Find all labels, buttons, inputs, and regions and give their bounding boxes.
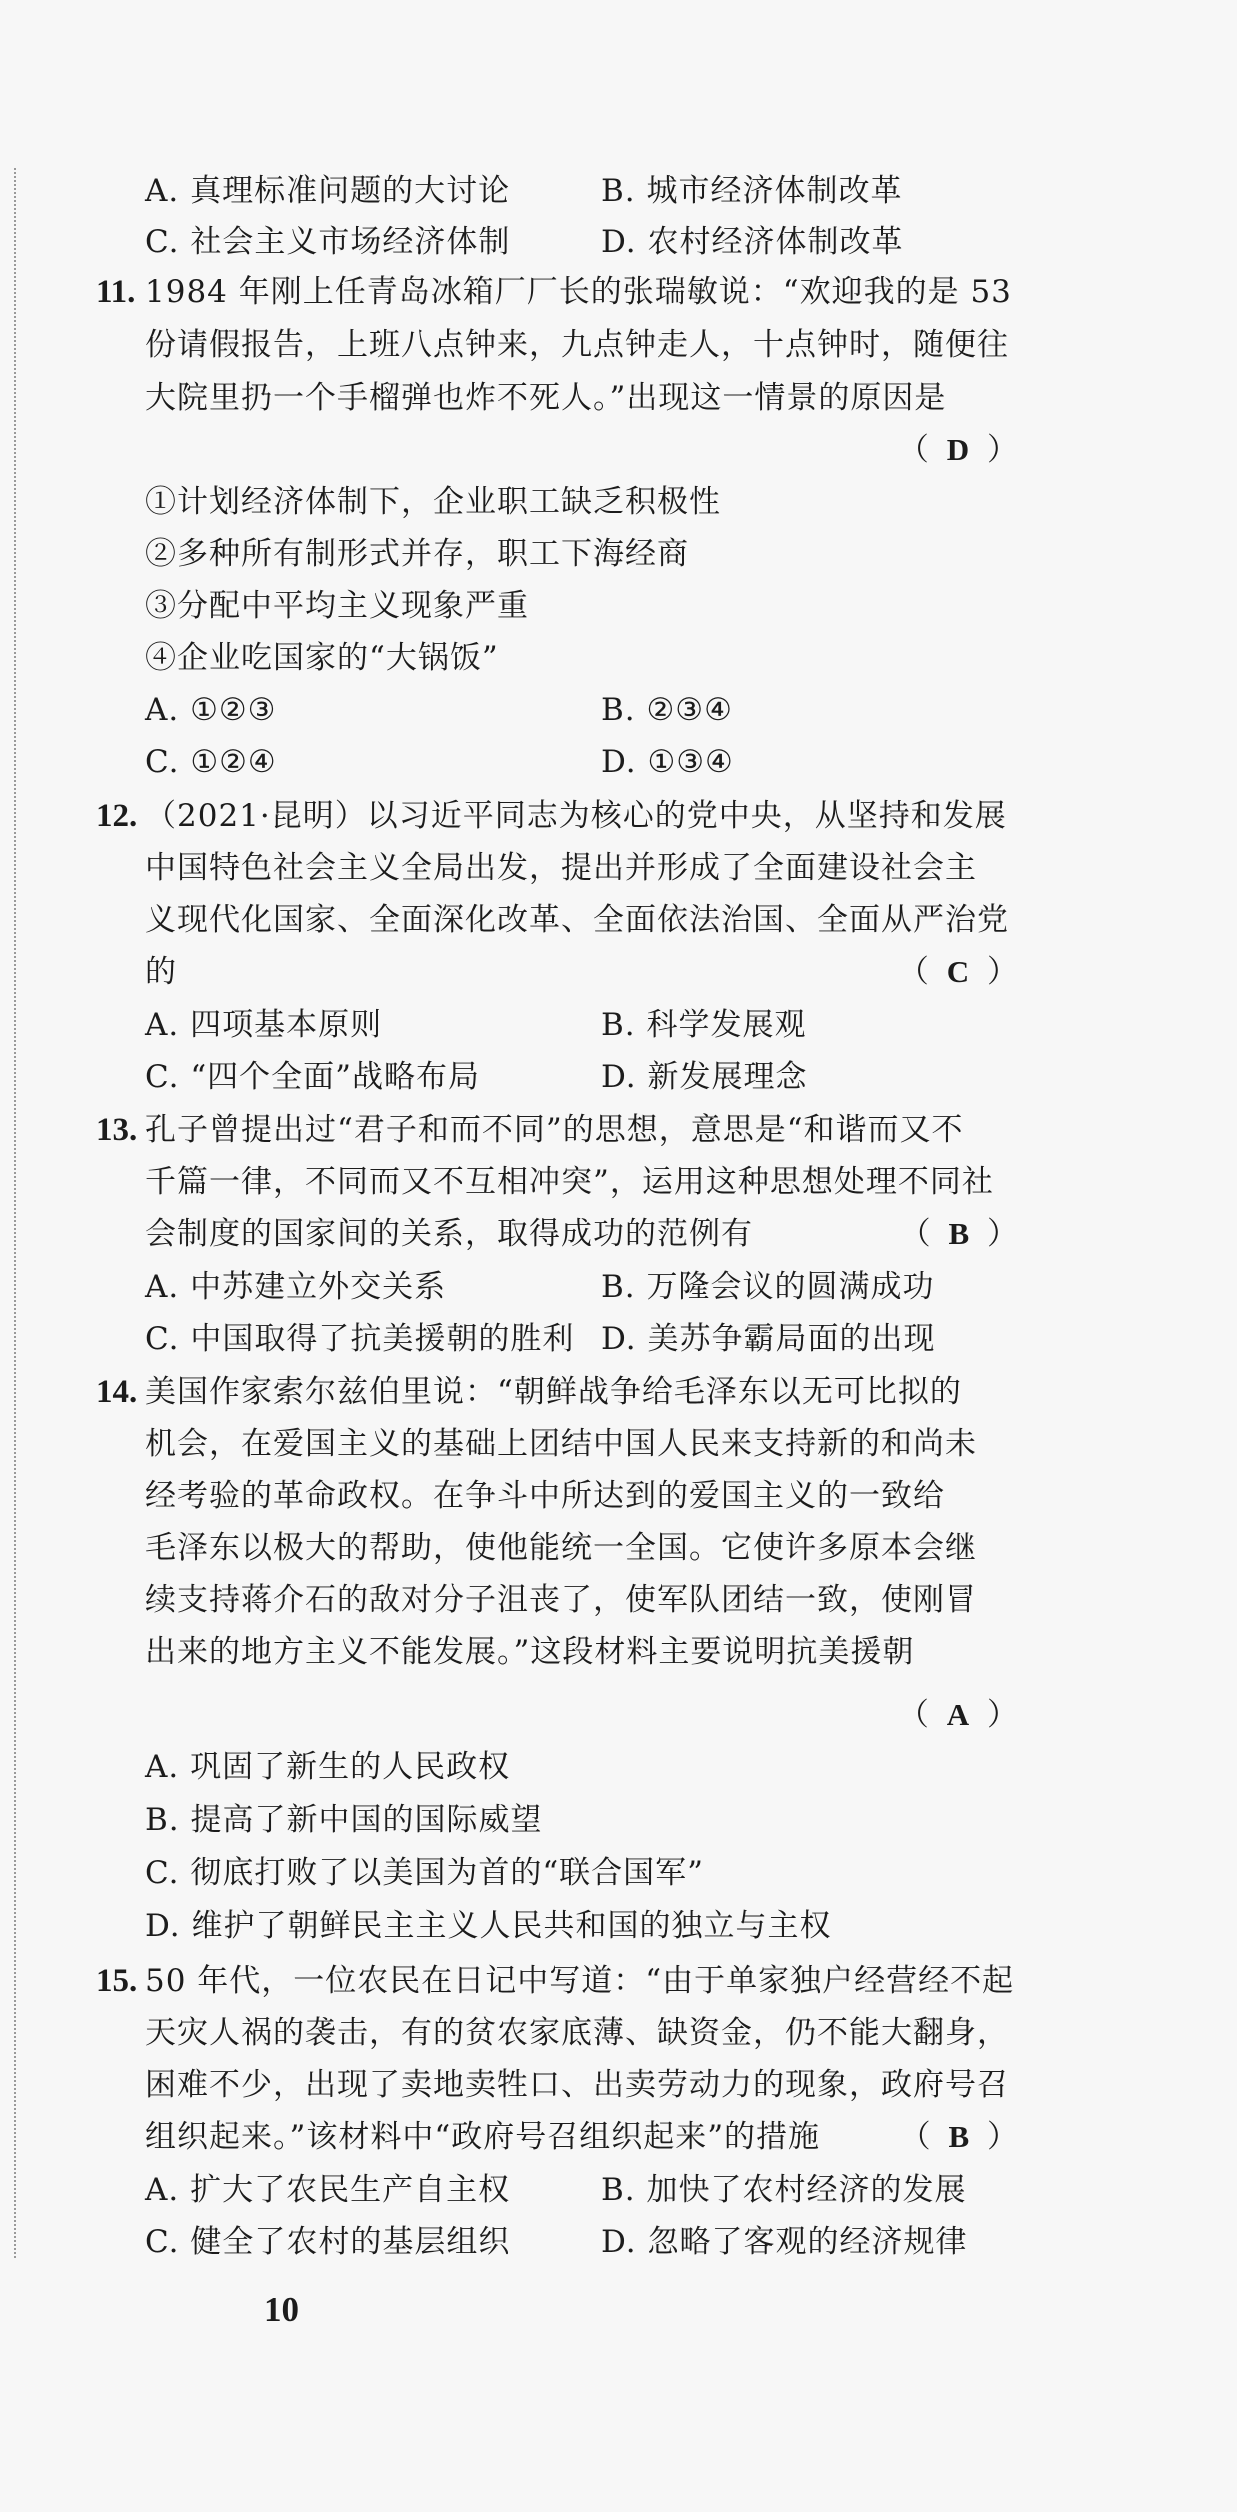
q12-option-b: B. 科学发展观: [601, 1007, 807, 1043]
q14-text-line: 美国作家索尔兹伯里说：“朝鲜战争给毛泽东以无可比拟的: [145, 1374, 962, 1410]
q12-answer: （ C ）: [897, 954, 1022, 990]
q14-text-line: 经考验的革命政权。在争斗中所达到的爱国主义的一致给: [145, 1478, 945, 1514]
q14-answer: （ A ）: [897, 1697, 1022, 1733]
q10-option-b: B. 城市经济体制改革: [601, 173, 903, 209]
q15-text-line: 50 年代，一位农民在日记中写道：“由于单家独户经营经不起: [145, 1963, 1015, 1999]
q13-text-line: 会制度的国家间的关系，取得成功的范例有: [145, 1216, 753, 1252]
binding-dotted-line: [14, 168, 16, 2258]
q12-text-line: （2021·昆明）以习近平同志为核心的党中央，从坚持和发展: [145, 798, 1007, 834]
q15-answer-letter: B: [948, 2119, 974, 2154]
q13-answer: （ B ）: [899, 1216, 1022, 1252]
q12-text-line: 的: [145, 954, 177, 990]
q13-option-a: A. 中苏建立外交关系: [145, 1269, 447, 1305]
q15-text-line: 组织起来。”该材料中“政府号召组织起来”的措施: [145, 2119, 821, 2155]
q11-text-line: 份请假报告，上班八点钟来，九点钟走人，十点钟时，随便往: [145, 327, 1009, 363]
q11-statement: ①计划经济体制下，企业职工缺乏积极性: [145, 484, 721, 520]
q14-text-line: 毛泽东以极大的帮助，使他能统一全国。它使许多原本会继: [145, 1530, 977, 1566]
q12-option-c: C. “四个全面”战略布局: [145, 1059, 481, 1095]
q14-option-c: C. 彻底打败了以美国为首的“联合国军”: [145, 1855, 705, 1891]
q12-answer-letter: C: [946, 954, 974, 989]
q11-number: 11.: [96, 274, 136, 310]
q14-text-line: 续支持蒋介石的敌对分子沮丧了，使军队团结一致，使刚冒: [145, 1582, 977, 1618]
q12-option-d: D. 新发展理念: [601, 1059, 808, 1095]
q12-text-line: 中国特色社会主义全局出发，提出并形成了全面建设社会主: [145, 850, 977, 886]
q14-answer-letter: A: [946, 1697, 974, 1732]
q14-text-line: 机会，在爱国主义的基础上团结中国人民来支持新的和尚未: [145, 1426, 977, 1462]
q10-option-a: A. 真理标准问题的大讨论: [145, 173, 511, 209]
q15-number: 15.: [96, 1963, 138, 1999]
q11-statement: ②多种所有制形式并存，职工下海经商: [145, 536, 689, 572]
q15-answer: （ B ）: [899, 2119, 1022, 2155]
q11-option-c: C. ①②④: [145, 744, 277, 780]
q11-text-line: 大院里扔一个手榴弹也炸不死人。”出现这一情景的原因是: [145, 380, 947, 416]
q15-option-c: C. 健全了农村的基层组织: [145, 2224, 511, 2260]
q15-option-a: A. 扩大了农民生产自主权: [145, 2172, 511, 2208]
q11-answer: （ D ）: [897, 432, 1022, 468]
q11-text-line: 1984 年刚上任青岛冰箱厂厂长的张瑞敏说：“欢迎我的是 53: [145, 274, 1012, 310]
q14-option-a: A. 巩固了新生的人民政权: [145, 1749, 511, 1785]
q12-option-a: A. 四项基本原则: [145, 1007, 383, 1043]
q12-number: 12.: [96, 798, 138, 834]
q11-statement: ③分配中平均主义现象严重: [145, 588, 529, 624]
q13-text-line: 千篇一律，不同而又不互相冲突”，运用这种思想处理不同社: [145, 1164, 994, 1200]
q11-option-d: D. ①③④: [601, 744, 734, 780]
q15-text-line: 天灾人祸的袭击，有的贫农家底薄、缺资金，仍不能大翻身，: [145, 2015, 1009, 2051]
q13-option-c: C. 中国取得了抗美援朝的胜利: [145, 1321, 575, 1357]
q11-option-a: A. ①②③: [145, 692, 277, 728]
q13-number: 13.: [96, 1112, 138, 1148]
q11-statement: ④企业吃国家的“大锅饭”: [145, 640, 499, 676]
q11-answer-letter: D: [946, 432, 974, 467]
q12-text-line: 义现代化国家、全面深化改革、全面依法治国、全面从严治党: [145, 902, 1009, 938]
q13-option-b: B. 万隆会议的圆满成功: [601, 1269, 935, 1305]
q15-option-d: D. 忽略了客观的经济规律: [601, 2224, 968, 2260]
q10-option-c: C. 社会主义市场经济体制: [145, 224, 511, 260]
q14-option-b: B. 提高了新中国的国际威望: [145, 1802, 543, 1838]
q15-text-line: 困难不少，出现了卖地卖牲口、出卖劳动力的现象，政府号召: [145, 2067, 1009, 2103]
q15-option-b: B. 加快了农村经济的发展: [601, 2172, 967, 2208]
q11-option-b: B. ②③④: [601, 692, 733, 728]
q10-option-d: D. 农村经济体制改革: [601, 224, 904, 260]
q13-answer-letter: B: [948, 1216, 974, 1251]
q13-text-line: 孔子曾提出过“君子和而不同”的思想，意思是“和谐而又不: [145, 1112, 964, 1148]
q14-text-line: 出来的地方主义不能发展。”这段材料主要说明抗美援朝: [145, 1634, 915, 1670]
q13-option-d: D. 美苏争霸局面的出现: [601, 1321, 936, 1357]
q14-option-d: D. 维护了朝鲜民主主义人民共和国的独立与主权: [145, 1908, 832, 1944]
page-number: 10: [264, 2290, 299, 2329]
q14-number: 14.: [96, 1374, 138, 1410]
